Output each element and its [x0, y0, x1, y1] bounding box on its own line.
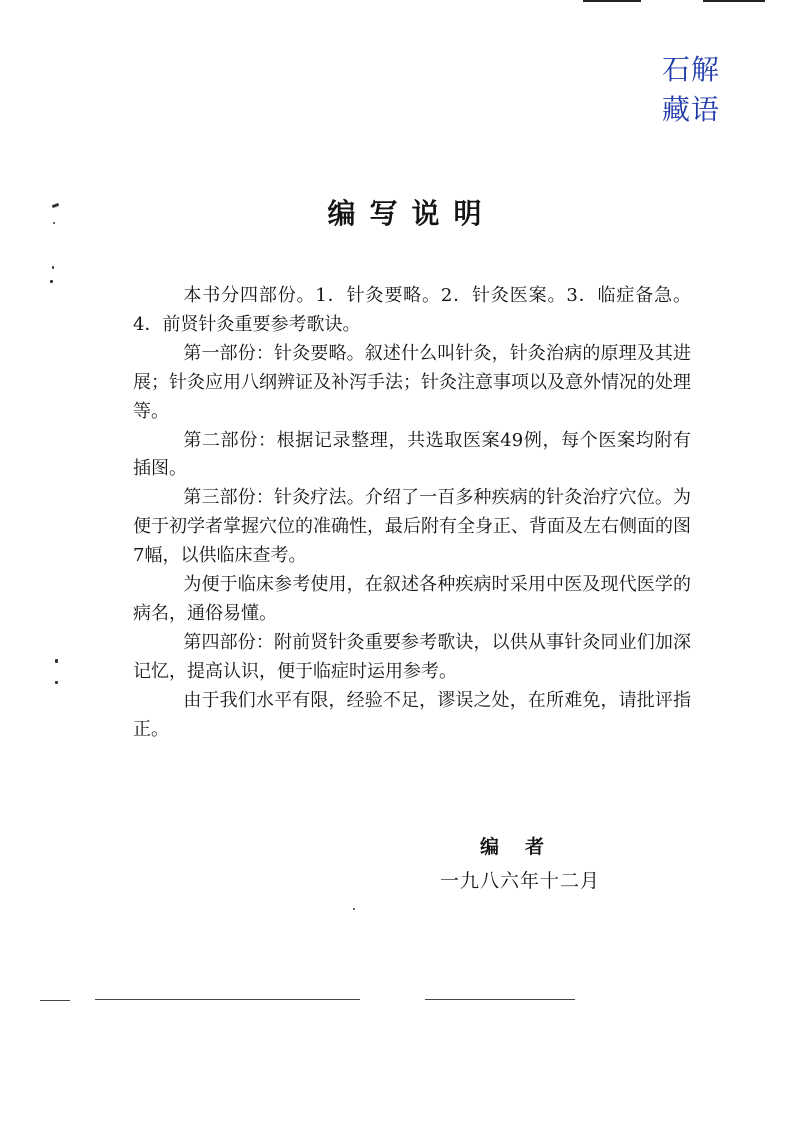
- library-stamp: [662, 50, 732, 130]
- date-line: 一九八六年十二月: [440, 870, 601, 892]
- paragraph-apology: 由于我们水平有限，经验不足，谬误之处，在所难免，请批评指正。: [133, 689, 691, 740]
- scan-speck: [353, 908, 355, 910]
- paragraph-part-three: 第三部份：针灸疗法。介绍了一百多种疾病的针灸治疗穴位。为便于初学者掌握穴位的准确性，最后附有全身正、背面及左右侧面的图7幅，以供临床查考。: [133, 487, 691, 567]
- paragraph-part-four: 第四部份：附前贤针灸重要参考歌诀，以供从事针灸同业们加深记忆，提高认识，便于临症时运用参考。: [133, 631, 691, 682]
- editor-signature: 编者: [480, 836, 571, 858]
- scan-speck: [52, 266, 54, 269]
- bottom-rule-fragment: [40, 1000, 70, 1001]
- scan-speck: [50, 280, 53, 283]
- top-rule-left: [583, 0, 641, 2]
- bottom-rule-right: [425, 999, 575, 1000]
- paragraph-overview: 本书分四部份。1．针灸要略。2．针灸医案。3．临症备急。 4．前贤针灸重要参考歌诀。: [133, 285, 691, 335]
- scan-speck: [55, 659, 58, 663]
- page-title: 编写说明: [327, 197, 496, 230]
- stamp-line-1: 石解: [662, 53, 721, 86]
- stamp-line-2: 藏语: [662, 93, 721, 126]
- paragraph-terminology: 为便于临床参考使用，在叙述各种疾病时采用中医及现代医学的病名，通俗易懂。: [133, 574, 691, 624]
- paragraph-part-one: 第一部份：针灸要略。叙述什么叫针灸，针灸治病的原理及其进展；针灸应用八纲辨证及补泻手法；针灸注意事项以及意外情况的处理等。: [133, 342, 691, 422]
- bottom-rule-left: [95, 999, 360, 1000]
- top-rule-right: [703, 0, 765, 2]
- body-text: [133, 282, 691, 745]
- paragraph-part-two: 第二部份：根据记录整理，共选取医案49例，每个医案均附有插图。: [133, 429, 691, 480]
- scan-speck: [55, 681, 58, 684]
